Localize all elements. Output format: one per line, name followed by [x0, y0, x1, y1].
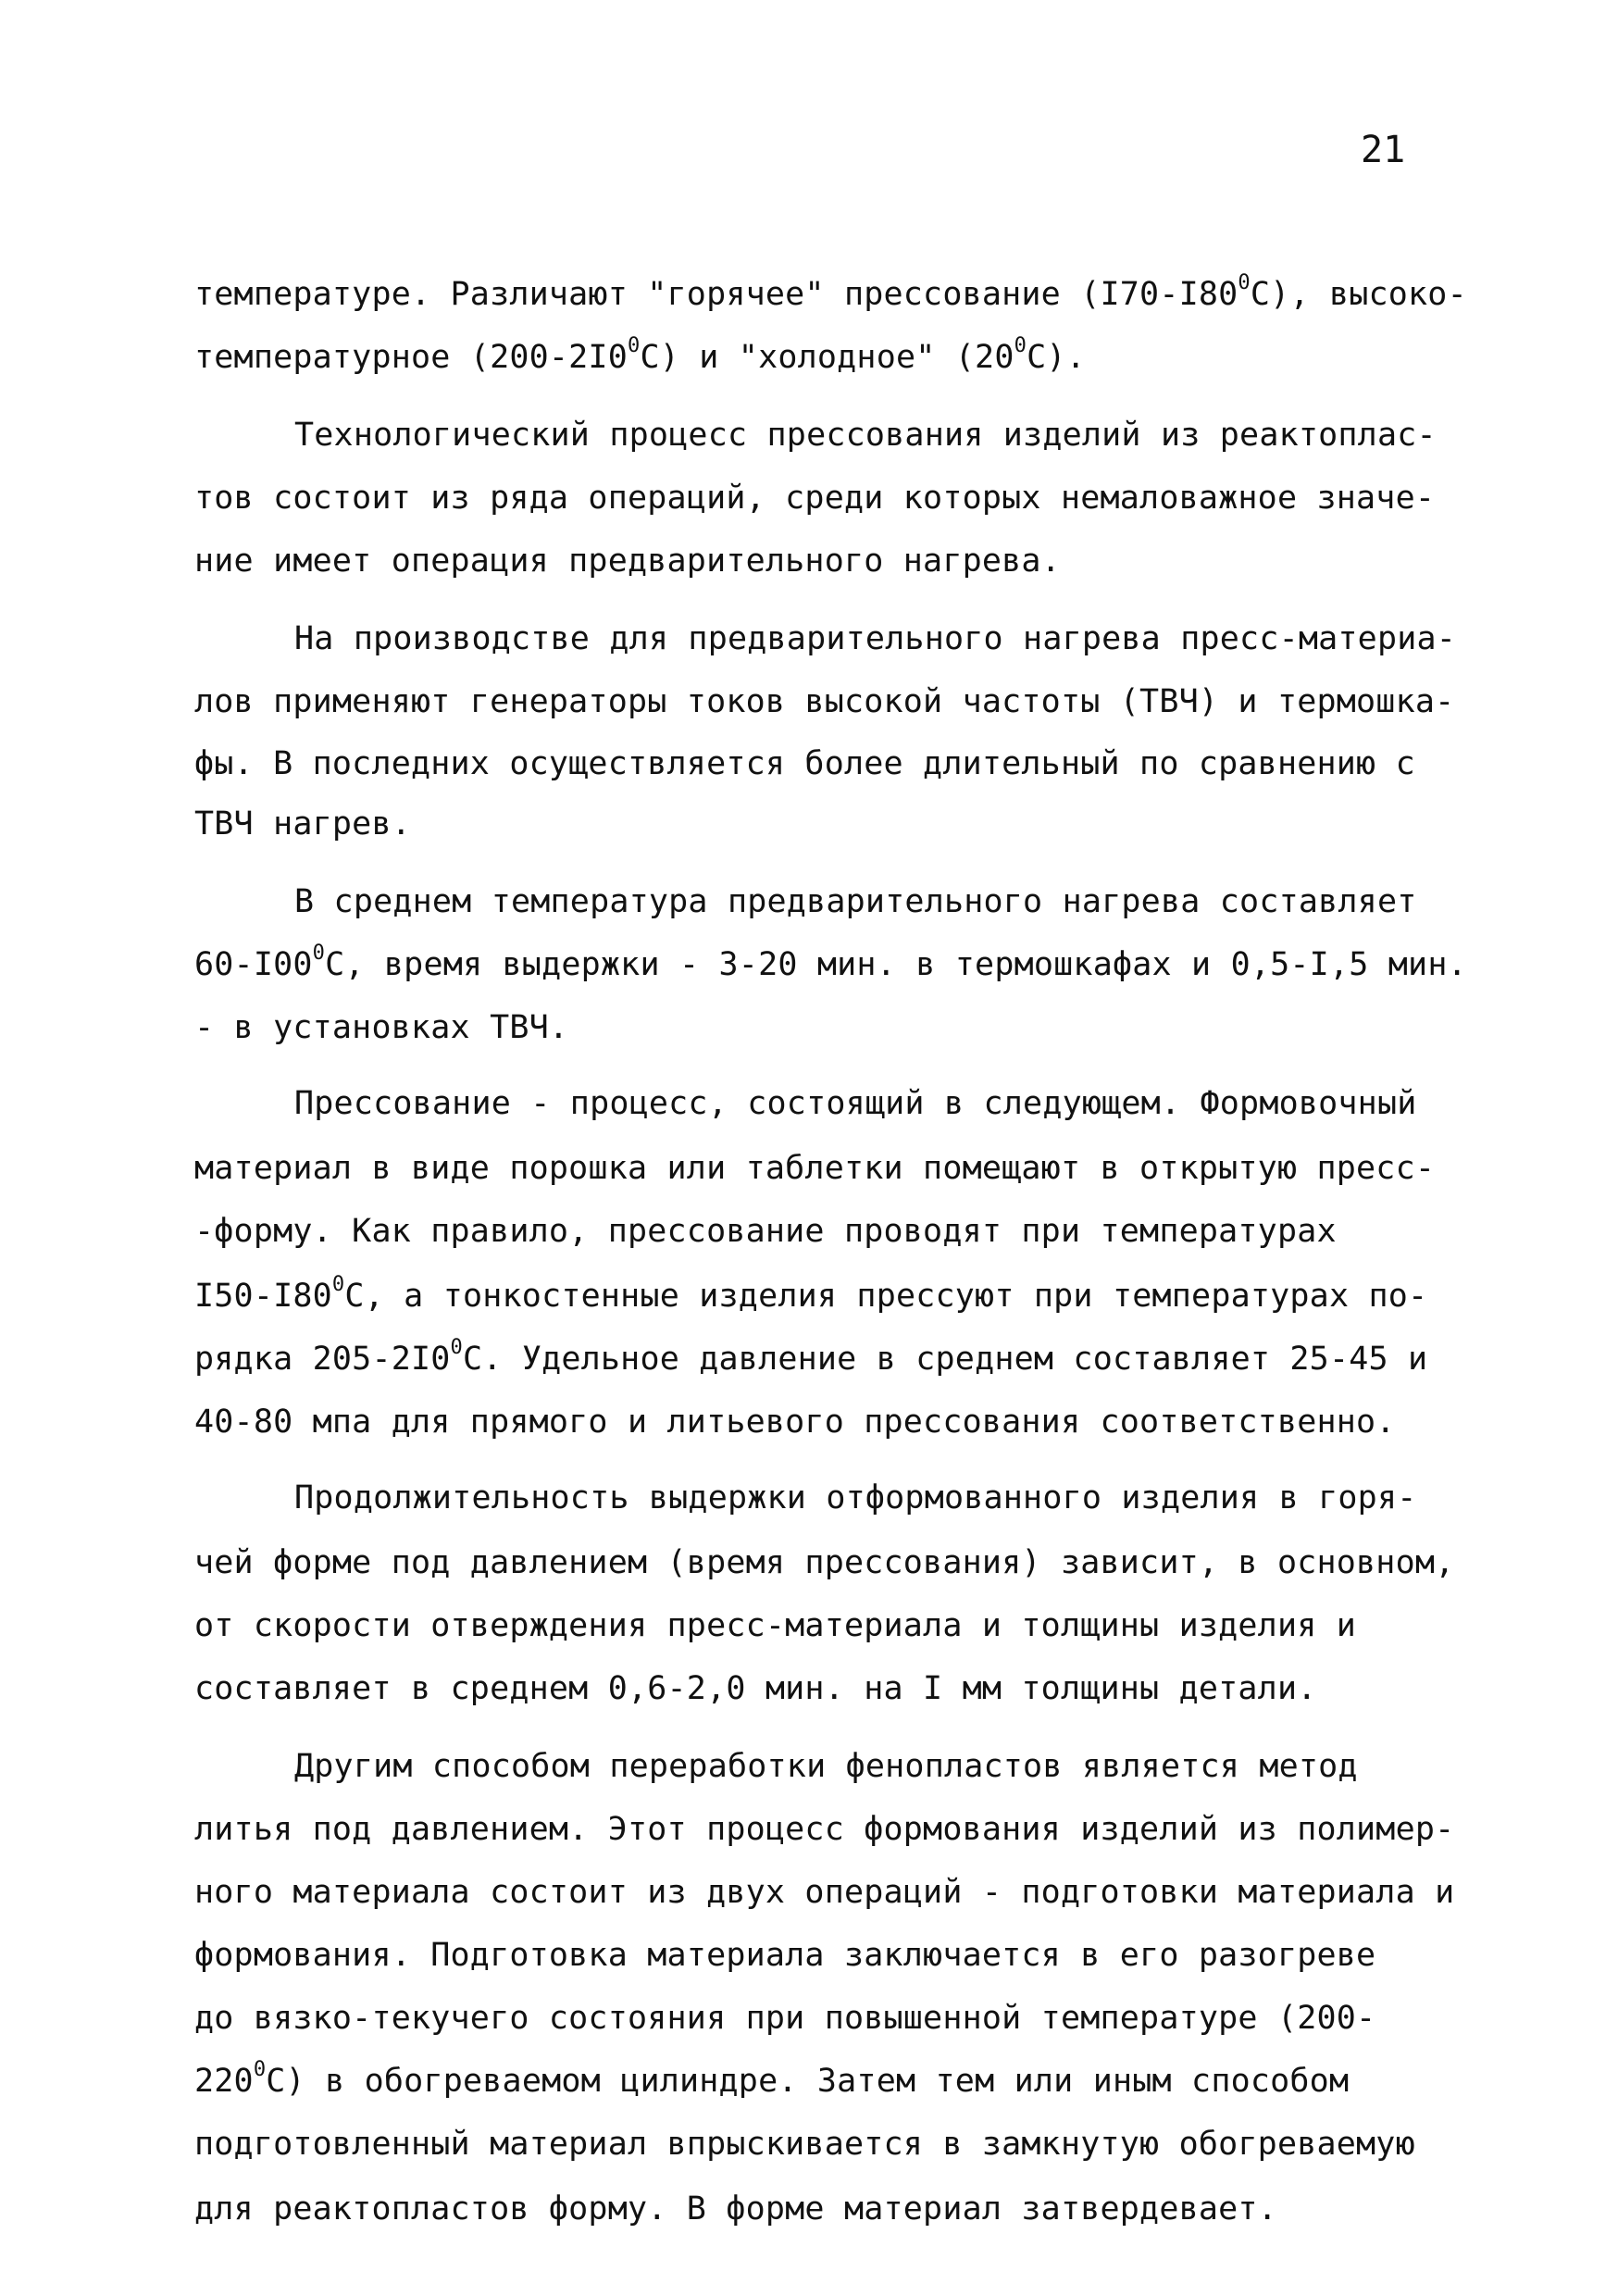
text-line — [194, 271, 1467, 315]
text-line — [294, 881, 1417, 922]
text-run: C), высоко- — [1250, 276, 1467, 313]
text-run: C) в обогреваемом цилиндре. Затем тем или иным способом — [266, 2063, 1350, 2100]
text-run: формования. Подготовка материала заключается в его разогреве — [194, 1937, 1376, 1974]
text-line — [294, 1746, 1358, 1787]
text-line — [194, 2189, 1277, 2229]
text-run: от скорости отверждения пресс-материала и толщины изделия и — [194, 1607, 1357, 1644]
text-run: Продолжительность выдержки отформованного изделия в горя- — [294, 1479, 1417, 1516]
text-run: Прессование - процесс, состоящий в следующем. Формовочный — [294, 1085, 1417, 1122]
text-line — [194, 1935, 1375, 1976]
degree-superscript: 0 — [627, 334, 641, 358]
degree-superscript: 0 — [253, 2058, 267, 2082]
text-run: ние имеет операция предварительного нагрева. — [194, 543, 1061, 580]
text-run: тов состоит из ряда операций, среди которых немаловажное значе- — [194, 480, 1436, 517]
text-run: температуре. Различают "горячее" прессование (I70-I80 — [194, 276, 1238, 313]
text-run: - в установках ТВЧ. — [194, 1009, 569, 1046]
text-line — [194, 944, 1467, 985]
text-line — [194, 1998, 1375, 2039]
text-line — [194, 541, 1061, 581]
text-run: C). — [1027, 339, 1086, 376]
text-run: литья под давлением. Этот процесс формования изделий из полимер- — [194, 1811, 1455, 1848]
text-line — [194, 1668, 1317, 1709]
text-run: ТВЧ нагрев. — [194, 805, 411, 842]
text-run: C. Удельное давление в среднем составляет 25-45 и — [463, 1341, 1428, 1378]
text-run: В среднем температура предварительного нагрева составляет — [294, 883, 1417, 920]
text-line — [294, 1478, 1417, 1518]
text-run: рядка 205-2I0 — [194, 1341, 451, 1378]
text-run: C) и "холодное" (20 — [640, 339, 1014, 376]
text-line — [194, 681, 1454, 722]
text-line — [194, 1809, 1454, 1850]
text-run: подготовленный материал впрыскивается в замкнутую обогреваемую — [194, 2126, 1415, 2163]
text-line — [194, 1148, 1435, 1189]
text-line — [194, 1211, 1337, 1252]
text-line — [194, 2124, 1415, 2165]
text-run: Технологический процесс прессования изделий из реактоплас- — [294, 417, 1437, 454]
text-line — [194, 1605, 1356, 1646]
text-line — [294, 1083, 1417, 1124]
degree-superscript: 0 — [1014, 334, 1027, 358]
text-line — [194, 2058, 1350, 2102]
text-run: 40-80 мпа для прямого и литьевого прессования соответственно. — [194, 1404, 1396, 1441]
text-run: материал в виде порошка или таблетки помещают в открытую пресс- — [194, 1150, 1436, 1187]
text-run: I50-I80 — [194, 1278, 332, 1315]
page-number: 21 — [1361, 129, 1406, 171]
text-line — [294, 618, 1456, 659]
text-run: 60-I00 — [194, 946, 313, 983]
text-run: 220 — [194, 2063, 254, 2100]
text-line — [194, 478, 1435, 518]
text-run: C, а тонкостенные изделия прессуют при температурах по- — [344, 1278, 1428, 1315]
text-run: Другим способом переработки фенопластов является метод — [294, 1748, 1358, 1785]
text-run: C, время выдержки - 3-20 мин. в термошкафах и 0,5-I,5 мин. — [325, 946, 1467, 983]
text-run: лов применяют генераторы токов высокой частоты (ТВЧ) и термошка- — [194, 683, 1455, 720]
text-line — [194, 743, 1415, 784]
text-run: чей форме под давлением (время прессования) зависит, в основном, — [194, 1544, 1455, 1581]
text-run: ного материала состоит из двух операций - подготовки материала и — [194, 1874, 1455, 1911]
text-run: составляет в среднем 0,6-2,0 мин. на I мм толщины детали. — [194, 1670, 1317, 1707]
text-line — [194, 1402, 1396, 1442]
degree-superscript: 0 — [450, 1336, 463, 1360]
text-line — [194, 1336, 1428, 1379]
text-run: На производстве для предварительного нагрева пресс-материа- — [294, 620, 1457, 657]
text-run: до вязко-текучего состояния при повышенной температуре (200- — [194, 2000, 1376, 2037]
text-line — [194, 804, 411, 844]
text-run: температурное (200-2I0 — [194, 339, 628, 376]
text-run: фы. В последних осуществляется более длительный по сравнению с — [194, 745, 1415, 782]
degree-superscript: 0 — [1238, 271, 1251, 295]
text-line — [194, 1872, 1454, 1913]
text-line — [194, 1273, 1428, 1316]
degree-superscript: 0 — [312, 942, 326, 966]
text-line — [294, 415, 1437, 455]
text-line — [194, 1542, 1454, 1583]
degree-superscript: 0 — [331, 1273, 345, 1297]
text-run: -форму. Как правило, прессование проводят при температурах — [194, 1213, 1337, 1250]
text-run: для реактопластов форму. В форме материал затвердевает. — [194, 2190, 1277, 2227]
text-line — [194, 1007, 568, 1048]
text-line — [194, 334, 1086, 378]
